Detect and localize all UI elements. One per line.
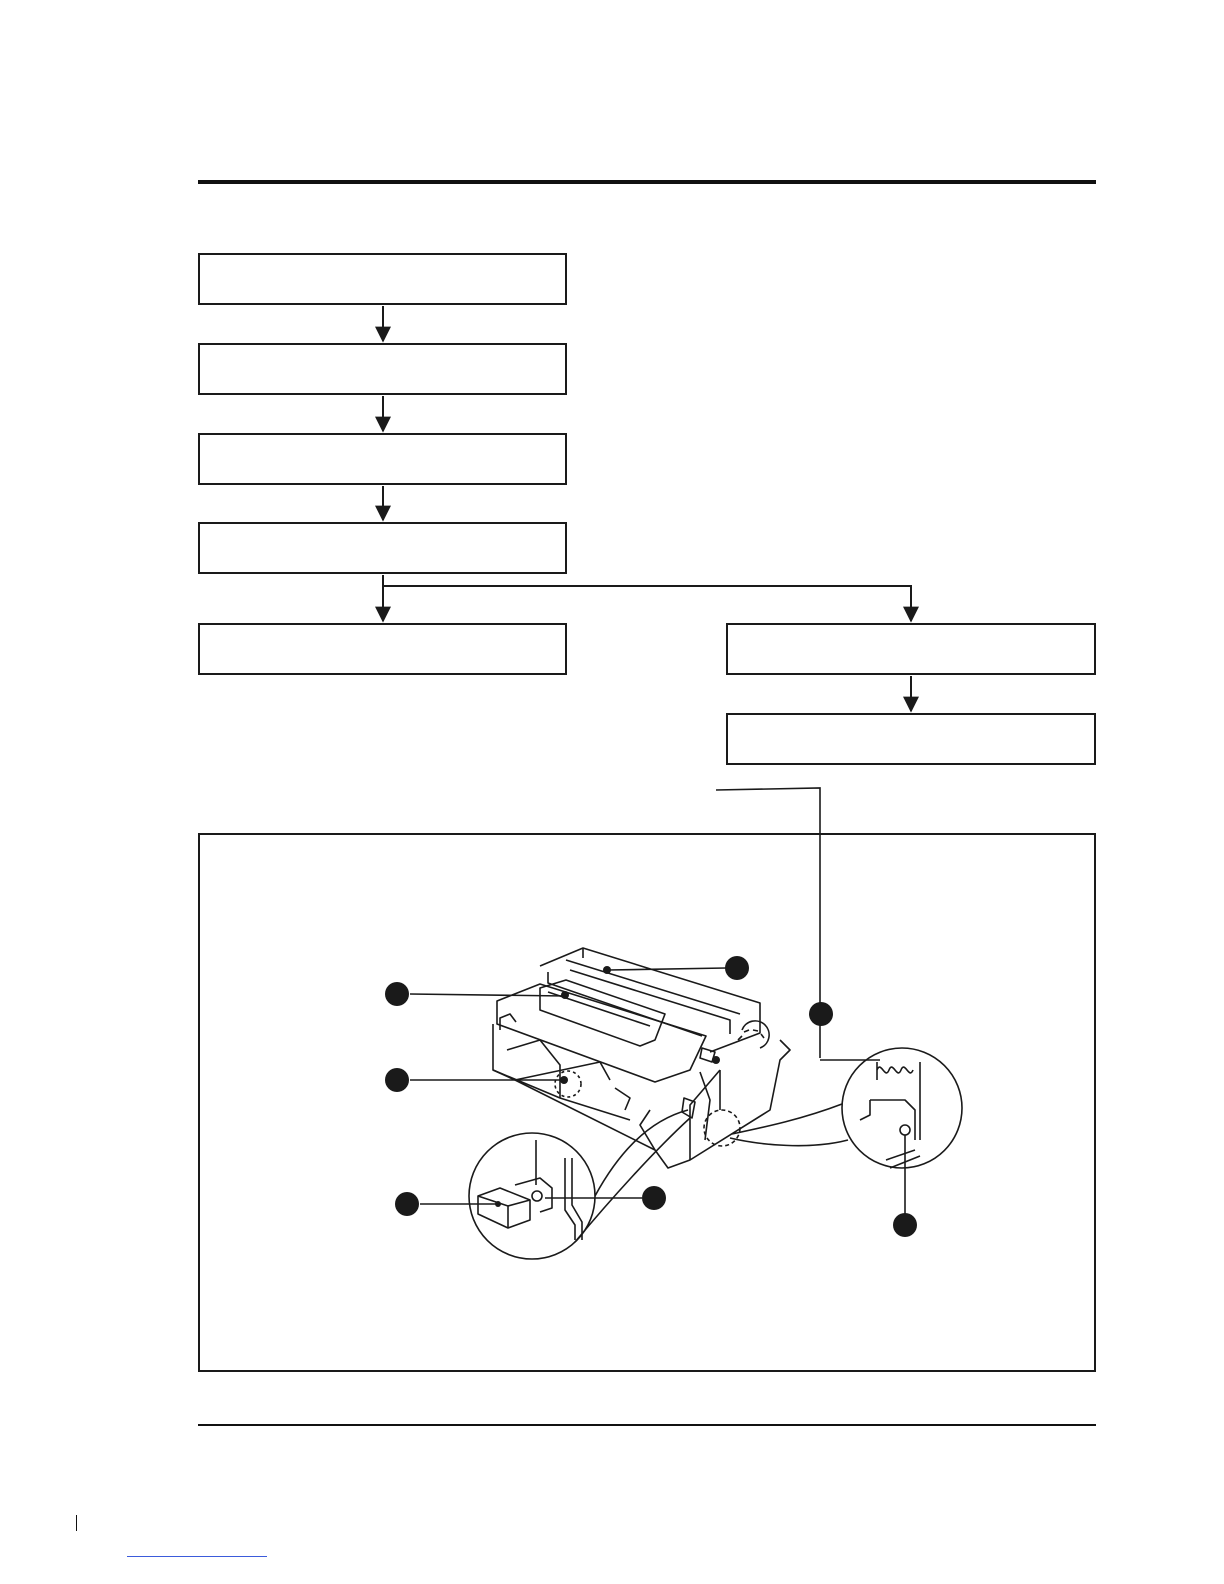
footer-link-underline[interactable] bbox=[127, 1556, 267, 1557]
callout-bottom-right bbox=[893, 1213, 917, 1237]
callout-mid-left bbox=[385, 1068, 409, 1092]
leader-right-spring bbox=[716, 788, 820, 1058]
page-margin-mark bbox=[76, 1515, 77, 1531]
callout-lower-left bbox=[395, 1192, 419, 1216]
callout-lower-center bbox=[642, 1186, 666, 1210]
callout-right-spring bbox=[809, 1002, 833, 1026]
callout-upper-left bbox=[385, 982, 409, 1006]
callout-top-right bbox=[725, 956, 749, 980]
leader-upper-left bbox=[410, 994, 566, 996]
footer-rule bbox=[198, 1424, 1096, 1426]
leader-top-right bbox=[608, 968, 726, 970]
